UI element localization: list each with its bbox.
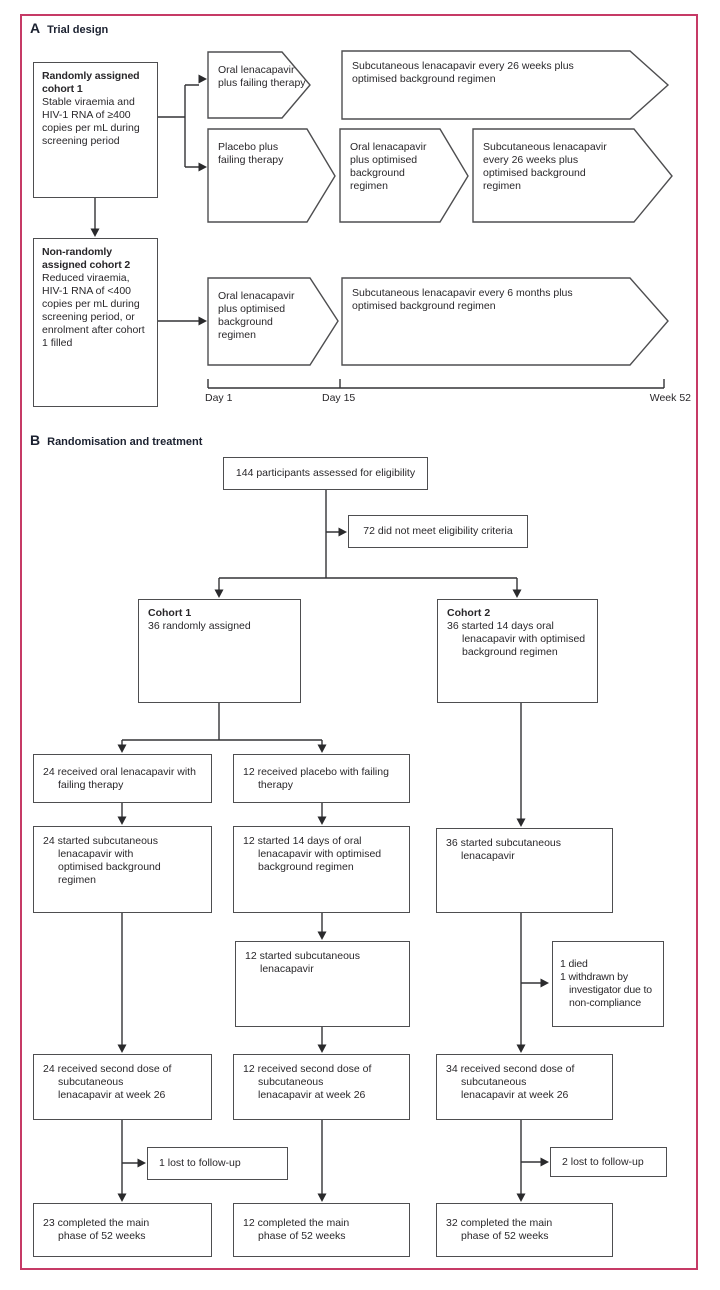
cohort1-group-title: Cohort 1 (148, 607, 192, 619)
arm2-step3-text: Subcutaneous lenacapavir every 26 weeks plus optimised background regimen (483, 141, 607, 192)
col2-started-oral-text: 12 started 14 days of oral lenacapavir with optimised background regimen (243, 835, 382, 873)
cohort1-criteria-box (33, 62, 158, 198)
col3-withdrawn-item-2: 1 withdrawn by investigator due to non-compliance (560, 971, 652, 1009)
col2-completed-box (233, 1203, 410, 1257)
col2-received-text: 12 received placebo with failing therapy (243, 765, 389, 791)
cohort2-criteria-title: Non-randomly assigned cohort 2 (42, 246, 131, 271)
col1-completed-box (33, 1203, 212, 1257)
col3-lost-box (550, 1147, 667, 1177)
arm2-step1-text: Placebo plus failing therapy (218, 141, 284, 166)
arm2-step2-text: Oral lenacapavir plus optimised background regimen (350, 141, 427, 192)
col1-started-sc-box (33, 826, 212, 913)
col3-started-sc-text: 36 started subcutaneous lenacapavir (446, 837, 561, 862)
col1-completed-text: 23 completed the main phase of 52 weeks (43, 1217, 150, 1242)
col2-completed-text: 12 completed the main phase of 52 weeks (243, 1217, 350, 1242)
cohort1-group-body: 36 randomly assigned (148, 620, 251, 632)
col1-second-dose-text: 24 received second dose of subcutaneous lenacapavir at week 26 (43, 1063, 172, 1101)
panel-b-heading (30, 432, 202, 448)
col1-received-text: 24 received oral lenacapavir with failing therapy (43, 765, 196, 791)
cohort2-group-body: 36 started 14 days oral lenacapavir with optimised background regimen (447, 620, 586, 658)
panel-a-title: Trial design (47, 24, 109, 36)
col3-withdrawn-box (552, 941, 664, 1027)
col2-started-oral-box (233, 826, 410, 913)
cohort2-criteria-box (33, 238, 158, 407)
col2-started-sc-box (235, 941, 410, 1027)
col3-completed-box (436, 1203, 613, 1257)
cohort2-group-box (437, 599, 598, 703)
cohort1-criteria-body: Stable viraemia and HIV-1 RNA of ≥400 copies per mL during screening period (42, 96, 140, 147)
col2-second-dose-text: 12 received second dose of subcutaneous lenacapavir at week 26 (243, 1063, 372, 1101)
arm1-step1-text: Oral lenacapavir plus failing therapy (218, 64, 306, 89)
arm1-step2-text: Subcutaneous lenacapavir every 26 weeks plus optimised background regimen (352, 60, 574, 85)
cohort2-criteria-body: Reduced viraemia, HIV-1 RNA of <400 copies per mL during screening period, or enrolment after cohort 1 filled (42, 272, 145, 349)
col3-lost-text: 2 lost to follow-up (562, 1155, 644, 1168)
assessed-box (223, 457, 428, 490)
col3-withdrawn-item-1: 1 died (560, 958, 588, 970)
col3-started-sc-box (436, 828, 613, 913)
col1-started-sc-text: 24 started subcutaneous lenacapavir with optimised background regimen (43, 835, 161, 886)
arm3-step1-text: Oral lenacapavir plus optimised background regimen (218, 290, 295, 341)
excluded-box (348, 515, 528, 548)
col1-lost-box (147, 1147, 288, 1180)
col3-completed-text: 32 completed the main phase of 52 weeks (446, 1217, 553, 1242)
assessed-text: 144 participants assessed for eligibility (235, 467, 416, 479)
col2-received-box (233, 754, 410, 803)
col2-started-sc-text: 12 started subcutaneous lenacapavir (245, 950, 360, 975)
timeline-label-day15: Day 15 (322, 392, 356, 404)
timeline-label-day1: Day 1 (205, 392, 233, 404)
col3-second-dose-box (436, 1054, 613, 1120)
col1-second-dose-box (33, 1054, 212, 1120)
col3-second-dose-text: 34 received second dose of subcutaneous lenacapavir at week 26 (446, 1063, 575, 1101)
panel-a-timeline (208, 379, 664, 388)
panel-a-label: A (30, 20, 41, 36)
panel-b-title: Randomisation and treatment (47, 436, 203, 448)
col1-lost-text: 1 lost to follow-up (159, 1157, 241, 1169)
cohort2-group-title: Cohort 2 (447, 607, 491, 619)
cohort1-criteria-title: Randomly assigned cohort 1 (42, 70, 140, 95)
panel-a-heading (30, 20, 108, 36)
panel-b-label: B (30, 432, 41, 448)
timeline-label-week52: Week 52 (649, 392, 691, 404)
cohort1-group-box (138, 599, 301, 703)
arm3-step2-text: Subcutaneous lenacapavir every 6 months plus optimised background regimen (352, 287, 573, 312)
col2-second-dose-box (233, 1054, 410, 1120)
col1-received-box (33, 754, 212, 803)
excluded-text: 72 did not meet eligibility criteria (363, 525, 513, 537)
